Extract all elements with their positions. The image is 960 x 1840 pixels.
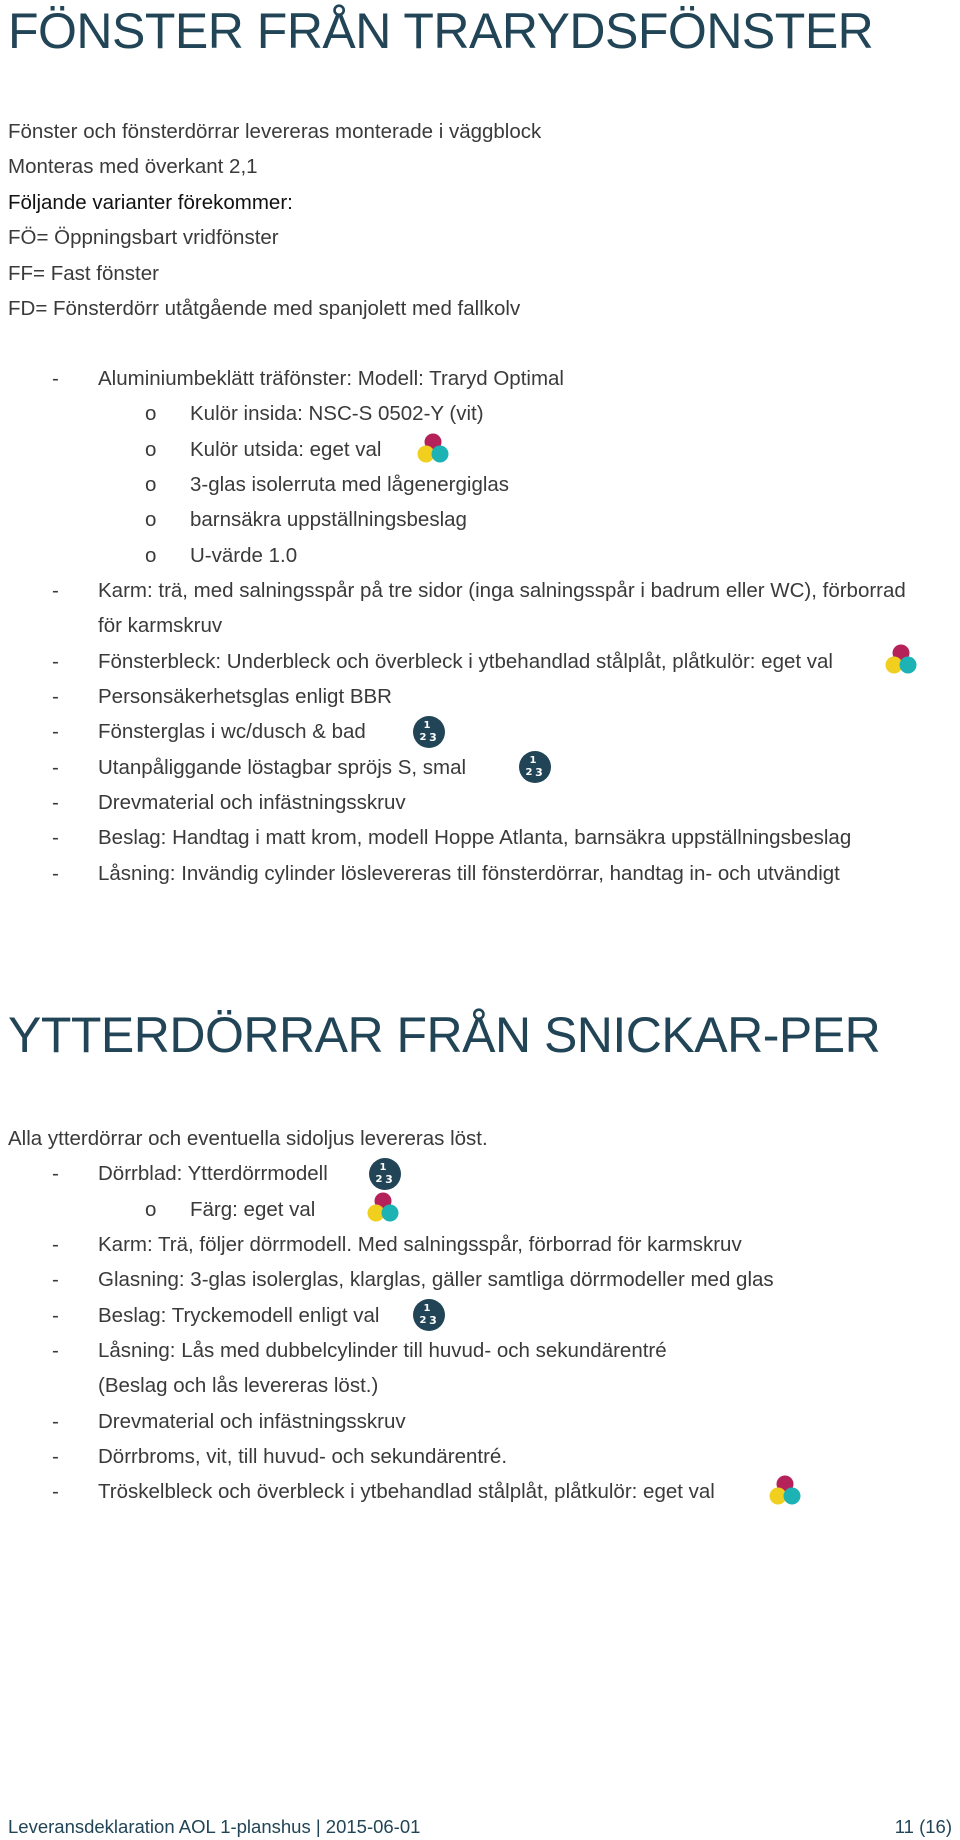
windows-section-title: FÖNSTER FRÅN TRARYDSFÖNSTER [8,3,874,59]
door-item-threshold: Tröskelbleck och överbleck i ytbehandlad stålplåt, plåtkulör: eget val [98,1480,715,1503]
window-item-safety-glass: Personsäkerhetsglas enligt BBR [98,685,392,708]
window-item-frame-cont: för karmskruv [98,614,223,637]
window-sub-item-2: Kulör utsida: eget val [190,438,382,461]
windows-intro-2: Monteras med överkant 2,1 [8,155,258,178]
doors-intro: Alla ytterdörrar och eventuella sidoljus levereras löst. [8,1127,488,1150]
dash-marker: - [52,756,59,779]
color-choice-icon [366,1191,400,1225]
option-choice-icon [412,1298,446,1332]
window-sub-item-5: U-värde 1.0 [190,544,298,567]
dash-marker: - [52,1410,59,1433]
door-item-hardware: Beslag: Tryckemodell enligt val [98,1304,380,1327]
color-choice-icon [768,1474,802,1508]
door-item-glazing: Glasning: 3-glas isolerglas, klarglas, gäller samtliga dörrmodeller med glas [98,1268,774,1291]
option-choice-icon [412,715,446,749]
window-sub-item-4: barnsäkra uppställningsbeslag [190,508,467,531]
dash-marker: - [52,1233,59,1256]
window-sub-item-3: 3-glas isolerruta med lågenergiglas [190,473,510,496]
door-item-closer: Dörrbroms, vit, till huvud- och sekundärentré. [98,1445,508,1468]
dash-marker: - [52,862,59,885]
circle-marker: o [145,473,157,496]
circle-marker: o [145,438,157,461]
footer-page-number: 11 (16) [894,1816,952,1837]
option-choice-icon [368,1157,402,1191]
windows-intro-4: FÖ= Öppningsbart vridfönster [8,226,279,249]
dash-marker: - [52,1480,59,1503]
footer-doc-info: Leveransdeklaration AOL 1-planshus | 2015-06-01 [8,1816,421,1837]
circle-marker: o [145,1198,157,1221]
dash-marker: - [52,1339,59,1362]
dash-marker: - [52,579,59,602]
window-item-bath-glass: Fönsterglas i wc/dusch & bad [98,720,366,743]
door-item-sealing: Drevmaterial och infästningsskruv [98,1410,406,1433]
door-item-frame: Karm: Trä, följer dörrmodell. Med salningsspår, förborrad för karmskruv [98,1233,742,1256]
window-item-hardware: Beslag: Handtag i matt krom, modell Hoppe Atlanta, barnsäkra uppställningsbeslag [98,826,852,849]
window-item-locking: Låsning: Invändig cylinder löslevereras till fönsterdörrar, handtag in- och utvändigt [98,862,840,885]
door-item-locking-note: (Beslag och lås levereras löst.) [98,1374,379,1397]
window-item-frame: Karm: trä, med salningsspår på tre sidor (inga salningsspår i badrum eller WC), förborrad [98,579,906,602]
dash-marker: - [52,1445,59,1468]
dash-marker: - [52,367,59,390]
window-model-item: Aluminiumbeklätt träfönster: Modell: Traryd Optimal [98,367,564,390]
dash-marker: - [52,791,59,814]
door-item-locking: Låsning: Lås med dubbelcylinder till huvud- och sekundärentré [98,1339,667,1362]
dash-marker: - [52,826,59,849]
dash-marker: - [52,1162,59,1185]
option-choice-icon [518,750,552,784]
circle-marker: o [145,402,157,425]
window-sub-item-1: Kulör insida: NSC-S 0502-Y (vit) [190,402,484,425]
door-item-leaf: Dörrblad: Ytterdörrmodell [98,1162,328,1185]
windows-intro-6: FD= Fönsterdörr utåtgående med spanjolett med fallkolv [8,297,521,320]
dash-marker: - [52,650,59,673]
window-item-sealing: Drevmaterial och infästningsskruv [98,791,406,814]
windows-intro-1: Fönster och fönsterdörrar levereras monterade i väggblock [8,120,542,143]
circle-marker: o [145,544,157,567]
windows-intro-3: Följande varianter förekommer: [8,191,293,214]
doors-section-title: YTTERDÖRRAR FRÅN SNICKAR-PER [8,1007,881,1063]
dash-marker: - [52,685,59,708]
door-sub-color: Färg: eget val [190,1198,316,1221]
window-item-flashing: Fönsterbleck: Underbleck och överbleck i ytbehandlad stålplåt, plåtkulör: eget val [98,650,833,673]
windows-intro-5: FF= Fast fönster [8,262,159,285]
color-choice-icon [884,643,918,677]
dash-marker: - [52,1268,59,1291]
dash-marker: - [52,720,59,743]
circle-marker: o [145,508,157,531]
window-item-muntin: Utanpåliggande löstagbar spröjs S, smal [98,756,467,779]
dash-marker: - [52,1304,59,1327]
color-choice-icon [416,432,450,466]
